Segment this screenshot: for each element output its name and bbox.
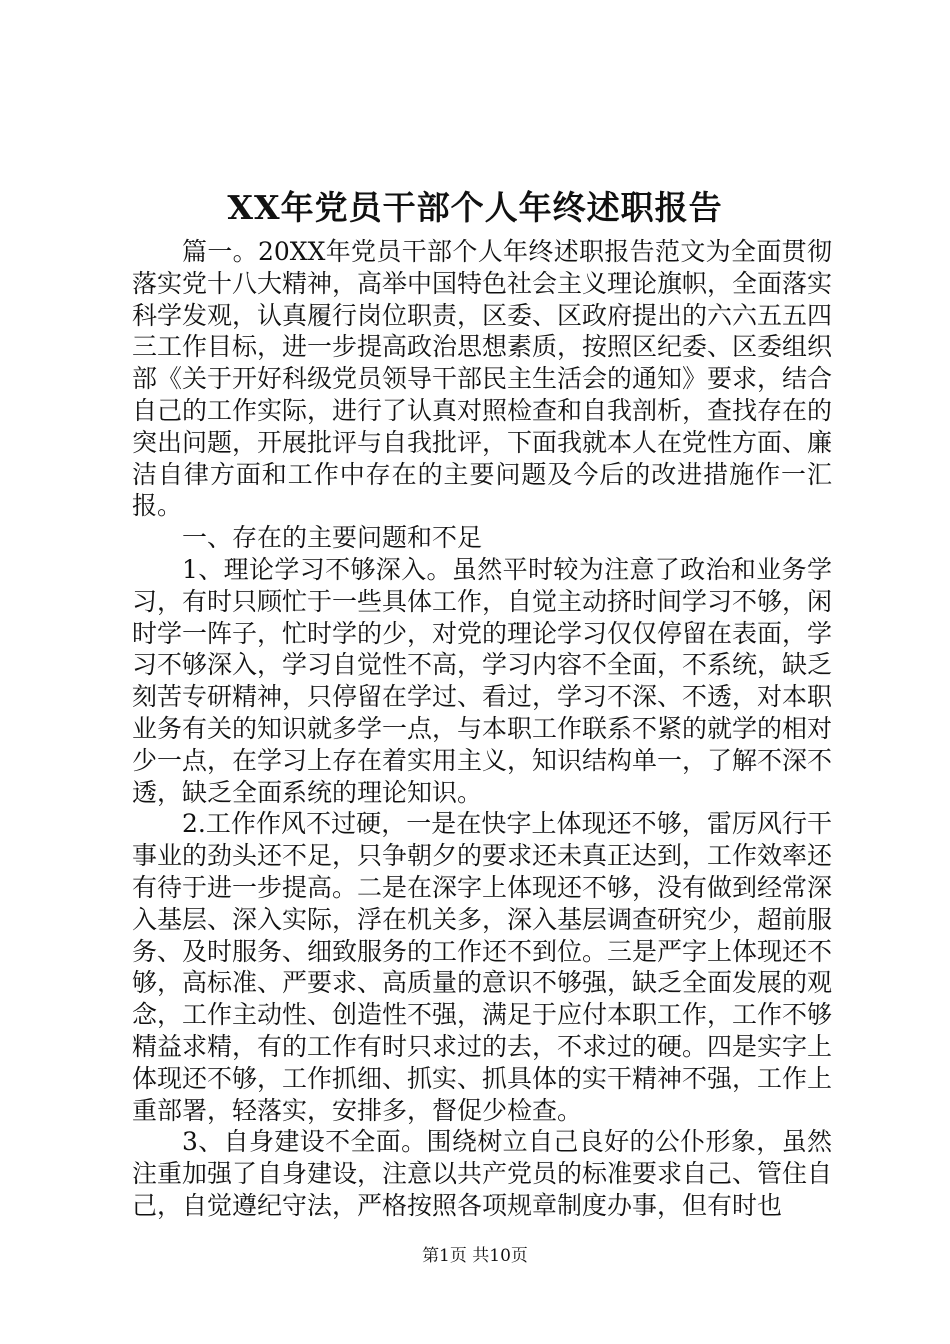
page-footer: 第1页 共10页 — [422, 1246, 528, 1266]
section-heading: 一、存在的主要问题和不足 — [182, 523, 483, 553]
document-body — [132, 236, 832, 1222]
paragraph-item-3: 3、自身建设不全面。围绕树立自己良好的公仆形象，虽然注重加强了自身建设，注意以共产党员的标准要求自己、管住自己，自觉遵纪守法，严格按照各项规章制度办事，但有时也 — [132, 1127, 833, 1220]
document-title: XX年党员干部个人年终述职报告 — [227, 188, 723, 227]
paragraph-intro: 篇一。20XX年党员干部个人年终述职报告范文为全面贯彻落实党十八大精神，高举中国特色社会主义理论旗帜，全面落实科学发观，认真履行岗位职责，区委、区政府提出的六六五五四三工作目标，进一步提高政治思想素质，按照区纪委、区委组织部《关于开好科级党员领导干部民主生活会的通知》要求，结合自己的工作实际，进行了认真对照检查和自我剖析，查找存在的突出问题，开展批评与自我批评，下面我就本人在党性方面、廉洁自律方面和工作中存在的主要问题及今后的改进措施作一汇报。 — [132, 237, 833, 521]
paragraph-item-1: 1、理论学习不够深入。虽然平时较为注意了政治和业务学习，有时只顾忙于一些具体工作，自觉主动挤时间学习不够，闲时学一阵子，忙时学的少，对党的理论学习仅仅停留在表面，学习不够深入，学习自觉性不高，学习内容不全面，不系统，缺乏刻苦专研精神，只停留在学过、看过，学习不深、不透，对本职业务有关的知识就多学一点，与本职工作联系不紧的就学的相对少一点，在学习上存在着实用主义，知识结构单一，了解不深不透，缺乏全面系统的理论知识。 — [132, 554, 833, 807]
paragraph-item-2: 2.工作作风不过硬，一是在快字上体现还不够，雷厉风行干事业的劲头还不足，只争朝夕的要求还未真正达到，工作效率还有待于进一步提高。二是在深字上体现还不够，没有做到经常深入基层、深入实际，浮在机关多，深入基层调查研究少，超前服务、及时服务、细致服务的工作还不到位。三是严字上体现还不够，高标准、严要求、高质量的意识不够强，缺乏全面发展的观念，工作主动性、创造性不强，满足于应付本职工作，工作不够精益求精，有的工作有时只求过的去，不求过的硬。四是实字上体现还不够，工作抓细、抓实、抓具体的实干精神不强，工作上重部署，轻落实，安排多，督促少检查。 — [132, 809, 833, 1125]
